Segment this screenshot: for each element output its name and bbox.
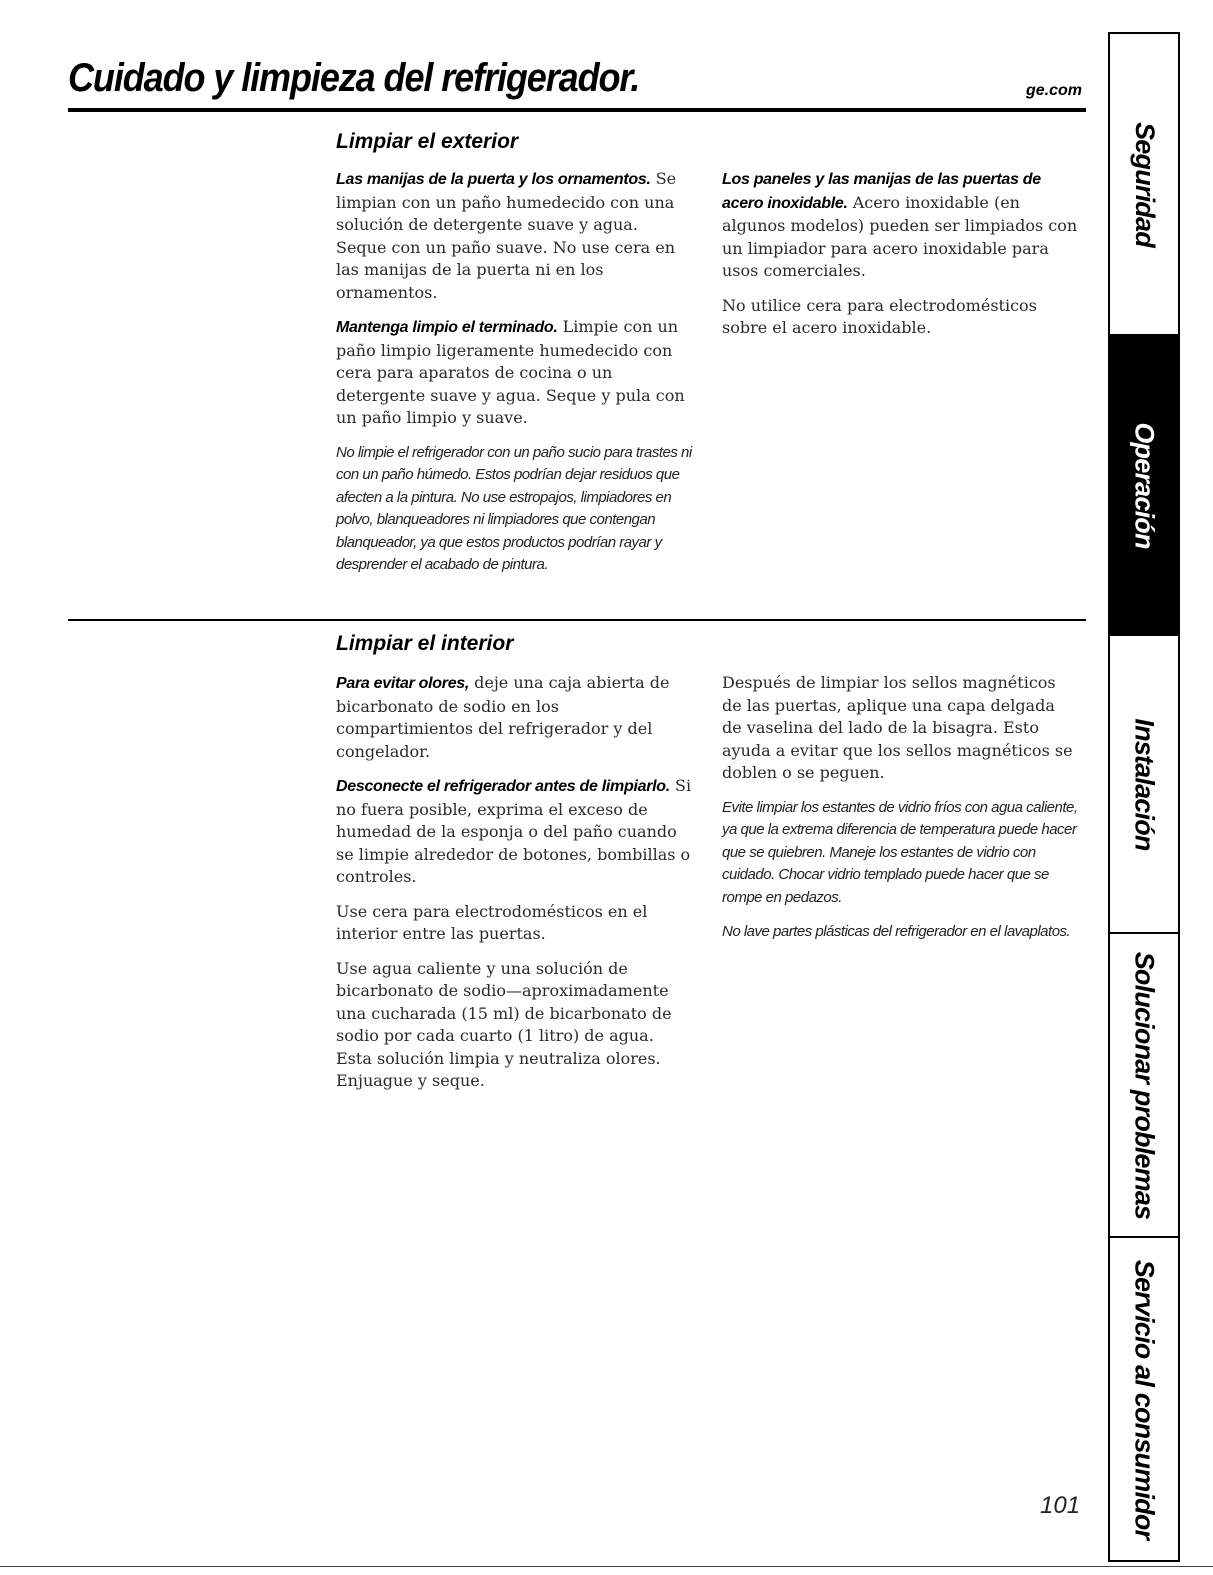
- section-divider: [68, 619, 1086, 621]
- paragraph: Después de limpiar los sellos magnéticos de las puertas, aplique una capa delgada de vaselina del lado de la bisagra. Esto ayuda a evitar que los sellos magnéticos se doblen o se peguen.: [722, 673, 1073, 782]
- page-number: 101: [1040, 1492, 1081, 1519]
- paragraph: No utilice cera para electrodomésticos sobre el acero inoxidable.: [722, 295, 1037, 337]
- paragraph: Use cera para electrodomésticos en el interior entre las puertas.: [336, 901, 648, 943]
- caution-note: No limpie el refrigerador con un paño sucio para trastes ni con un paño húmedo. Estos podrían dejar residuos que afecten a la pintura. No use estropajos, limpiadores en polvo, blanqueadores ni limpiadores que contengan blanqueador, ya que estos productos podrían rayar y desprender el acabado de pintura.: [336, 443, 692, 574]
- paragraph: Use agua caliente y una solución de bicarbonato de sodio—aproximadamente una cucharada (15 ml) de bicarbonato de sodio por cada cuarto (1 litro) de agua. Esta solución limpia y neutraliza olores. Enjuague y seque.: [336, 958, 672, 1090]
- header-rule: [68, 108, 1086, 112]
- paragraph-text: Si no fuera posible, exprima el exceso de humedad de la esponja o del paño cuando se limpie alrededor de botones, bombillas o controles.: [336, 776, 692, 886]
- paragraph-text: Acero inoxidable (en algunos modelos) pueden ser limpiados con un limpiador para acero inoxidable para usos comerciales.: [722, 192, 1078, 280]
- paragraph-text: Se limpian con un paño humedecido con una solución de detergente suave y agua. Seque con un paño suave. No use cera en las manijas de la puerta ni en los ornamentos.: [336, 169, 677, 302]
- paragraph-lead: Mantenga limpio el terminado.: [336, 319, 558, 336]
- paragraph: [336, 316, 692, 430]
- paragraph-lead: Las manijas de la puerta y los ornamentos.: [336, 171, 651, 188]
- tab-label: Servicio al consumidor: [1129, 1259, 1160, 1539]
- paragraph-lead: Desconecte el refrigerador antes de limpiarlo.: [336, 778, 670, 795]
- page-title: Cuidado y limpieza del refrigerador.: [68, 56, 640, 100]
- tab-label: Operación: [1129, 421, 1160, 549]
- exterior-right-column: [722, 168, 1078, 352]
- tab-instalacion[interactable]: [1110, 636, 1178, 934]
- exterior-left-column: [336, 168, 692, 589]
- paragraph-lead: Los paneles y las manijas de las puertas de acero inoxidable.: [722, 171, 1041, 212]
- paragraph: [722, 168, 1078, 283]
- tab-label: Solucionar problemas: [1129, 951, 1160, 1219]
- site-url: ge.com: [1026, 82, 1083, 99]
- tab-operacion[interactable]: [1110, 336, 1178, 636]
- section-tabs-sidebar: [1108, 32, 1180, 1562]
- section-heading-exterior: Limpiar el exterior: [336, 130, 519, 153]
- section-heading-interior: Limpiar el interior: [336, 632, 514, 655]
- tab-label: Seguridad: [1129, 121, 1160, 247]
- paragraph: [336, 672, 692, 763]
- paragraph: [336, 775, 692, 889]
- caution-note: Evite limpiar los estantes de vidrio fríos con agua caliente, ya que la extrema diferencia de temperatura puede hacer que se quiebren. Maneje los estantes de vidrio con cuidado. Chocar vidrio templado puede hacer que se rompe en pedazos.: [722, 798, 1078, 906]
- paragraph-lead: Para evitar olores,: [336, 675, 470, 692]
- interior-right-column: [722, 672, 1078, 956]
- tab-label: Instalación: [1129, 717, 1160, 851]
- caution-note: No lave partes plásticas del refrigerador en el lavaplatos.: [722, 923, 1071, 941]
- bottom-rule: [0, 1566, 1213, 1567]
- tab-servicio-al-consumidor[interactable]: [1110, 1238, 1178, 1560]
- paragraph-text: Limpie con un paño limpio ligeramente humedecido con cera para aparatos de cocina o un detergente suave y agua. Seque y pula con un paño limpio y suave.: [336, 317, 685, 427]
- paragraph-text: deje una caja abierta de bicarbonato de sodio en los compartimientos del refrigerador y del congelador.: [336, 673, 670, 761]
- tab-solucionar-problemas[interactable]: [1110, 934, 1178, 1238]
- interior-left-column: [336, 672, 692, 1105]
- paragraph: [336, 168, 692, 304]
- tab-seguridad[interactable]: [1110, 34, 1178, 336]
